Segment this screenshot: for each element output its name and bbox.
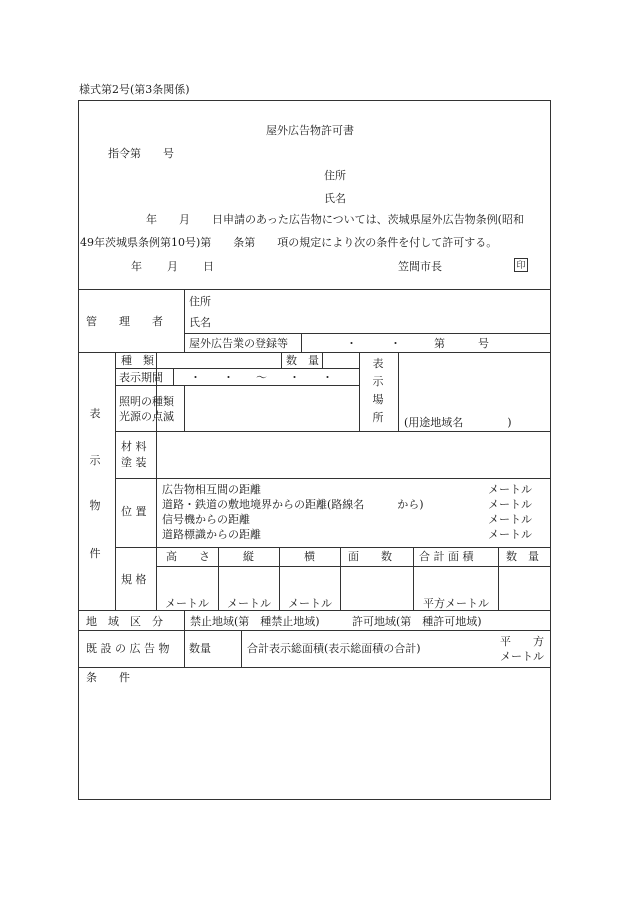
permitted-zone: 許可地域(第 種許可地域) <box>352 615 482 628</box>
distance-label-1: 広告物相互間の距離 <box>162 483 261 496</box>
display-period-label: 表示期間 <box>119 371 163 384</box>
distance-unit-2: メートル <box>488 498 532 511</box>
rule <box>398 352 399 431</box>
rule <box>498 547 499 610</box>
horizontal-unit: メートル <box>288 597 332 610</box>
date-day: 日 <box>203 260 214 273</box>
form-title: 屋外広告物許可書 <box>266 124 354 137</box>
rule <box>301 333 302 352</box>
distance-unit-1: メートル <box>488 483 532 496</box>
body-text-line-2: 49年茨城県条例第10号)第 条第 項の規定により次の条件を付して許可する。 <box>80 236 498 249</box>
location-char-3: 場 <box>372 393 384 406</box>
prohibited-zone: 禁止地域(第 種禁止地域) <box>190 615 320 628</box>
spec-header-horizontal: 横 <box>304 550 315 563</box>
total-area-unit: 平方メートル <box>423 597 489 610</box>
area-unit-line-2: メートル <box>500 650 544 663</box>
display-object-char-1: 表 <box>89 407 101 420</box>
rule <box>340 547 341 610</box>
zoning-name-note: (用途地域名 ) <box>404 416 512 429</box>
vertical-unit: メートル <box>227 597 271 610</box>
date-month: 月 <box>167 260 178 273</box>
rule <box>359 352 360 431</box>
rule <box>78 352 551 353</box>
rule <box>156 352 157 610</box>
existing-ads-label: 既 設 の 広 告 物 <box>86 642 170 655</box>
display-object-char-4: 件 <box>89 547 101 560</box>
seal-mark: 印 <box>514 258 528 272</box>
rule <box>281 352 282 368</box>
rule <box>115 352 116 610</box>
light-flashing-label: 光源の点滅 <box>119 410 174 423</box>
rule <box>115 368 359 369</box>
registration-label: 屋外広告業の登録等 <box>189 337 288 350</box>
conditions-label: 条 件 <box>86 671 130 684</box>
registration-value: ・ ・ 第 号 <box>346 337 489 350</box>
material-label: 材 料 <box>121 440 147 453</box>
rule <box>78 289 551 290</box>
type-label: 種 類 <box>121 354 154 367</box>
spec-header-height: 高 さ <box>166 550 210 563</box>
body-text-line-1: 年 月 日申請のあった広告物については、茨城県屋外広告物条例(昭和 <box>146 213 524 226</box>
rule <box>173 368 174 385</box>
rule <box>78 667 551 668</box>
lighting-type-label: 照明の種類 <box>119 395 174 408</box>
rule <box>115 385 359 386</box>
distance-label-4: 道路標識からの距離 <box>162 528 261 541</box>
distance-unit-4: メートル <box>488 528 532 541</box>
zone-label: 地 域 区 分 <box>86 615 163 628</box>
location-char-4: 所 <box>372 411 384 424</box>
rule <box>184 610 185 667</box>
form-reference: 様式第2号(第3条関係) <box>79 83 190 96</box>
distance-label-2: 道路・鉄道の敷地境界からの距離(路線名 から) <box>162 498 424 511</box>
spec-header-vertical: 縦 <box>243 550 254 563</box>
spec-header-quantity: 数 量 <box>506 550 539 563</box>
recipient-address-label: 住所 <box>324 169 346 182</box>
location-char-2: 示 <box>372 375 384 388</box>
directive-number: 指令第 号 <box>108 147 174 160</box>
spec-label: 規 格 <box>121 573 147 586</box>
height-unit: メートル <box>165 597 209 610</box>
rule <box>156 566 551 567</box>
rule <box>322 352 323 368</box>
total-display-area-label: 合計表示総面積(表示総面積の合計) <box>247 642 421 655</box>
rule <box>184 333 551 334</box>
display-object-char-3: 物 <box>89 499 101 512</box>
rule <box>413 547 414 610</box>
rule <box>115 547 551 548</box>
permit-form-frame <box>78 100 551 800</box>
manager-name-label: 氏名 <box>189 316 211 329</box>
display-period-value: ・ ・ 〜 ・ ・ <box>190 371 333 384</box>
spec-header-total-area: 合 計 面 積 <box>419 550 474 563</box>
quantity-label: 数 量 <box>286 354 319 367</box>
distance-label-3: 信号機からの距離 <box>162 513 250 526</box>
location-char-1: 表 <box>372 357 384 370</box>
position-label: 位 置 <box>121 505 147 518</box>
rule <box>184 289 185 352</box>
rule <box>78 630 551 631</box>
manager-label: 管 理 者 <box>86 315 163 328</box>
rule <box>279 547 280 610</box>
rule <box>115 478 551 479</box>
existing-quantity-label: 数量 <box>189 642 211 655</box>
rule <box>241 630 242 667</box>
rule <box>115 431 551 432</box>
distance-unit-3: メートル <box>488 513 532 526</box>
area-unit-line-1: 平 方 <box>500 635 544 648</box>
recipient-name-label: 氏名 <box>324 192 346 205</box>
rule <box>218 547 219 610</box>
display-object-char-2: 示 <box>89 454 101 467</box>
date-year: 年 <box>131 260 142 273</box>
rule <box>78 610 551 611</box>
rule <box>184 385 185 431</box>
spec-header-faces: 面 数 <box>348 550 392 563</box>
paint-label: 塗 装 <box>121 456 147 469</box>
manager-address-label: 住所 <box>189 295 211 308</box>
mayor-title: 笠間市長 <box>398 260 442 273</box>
